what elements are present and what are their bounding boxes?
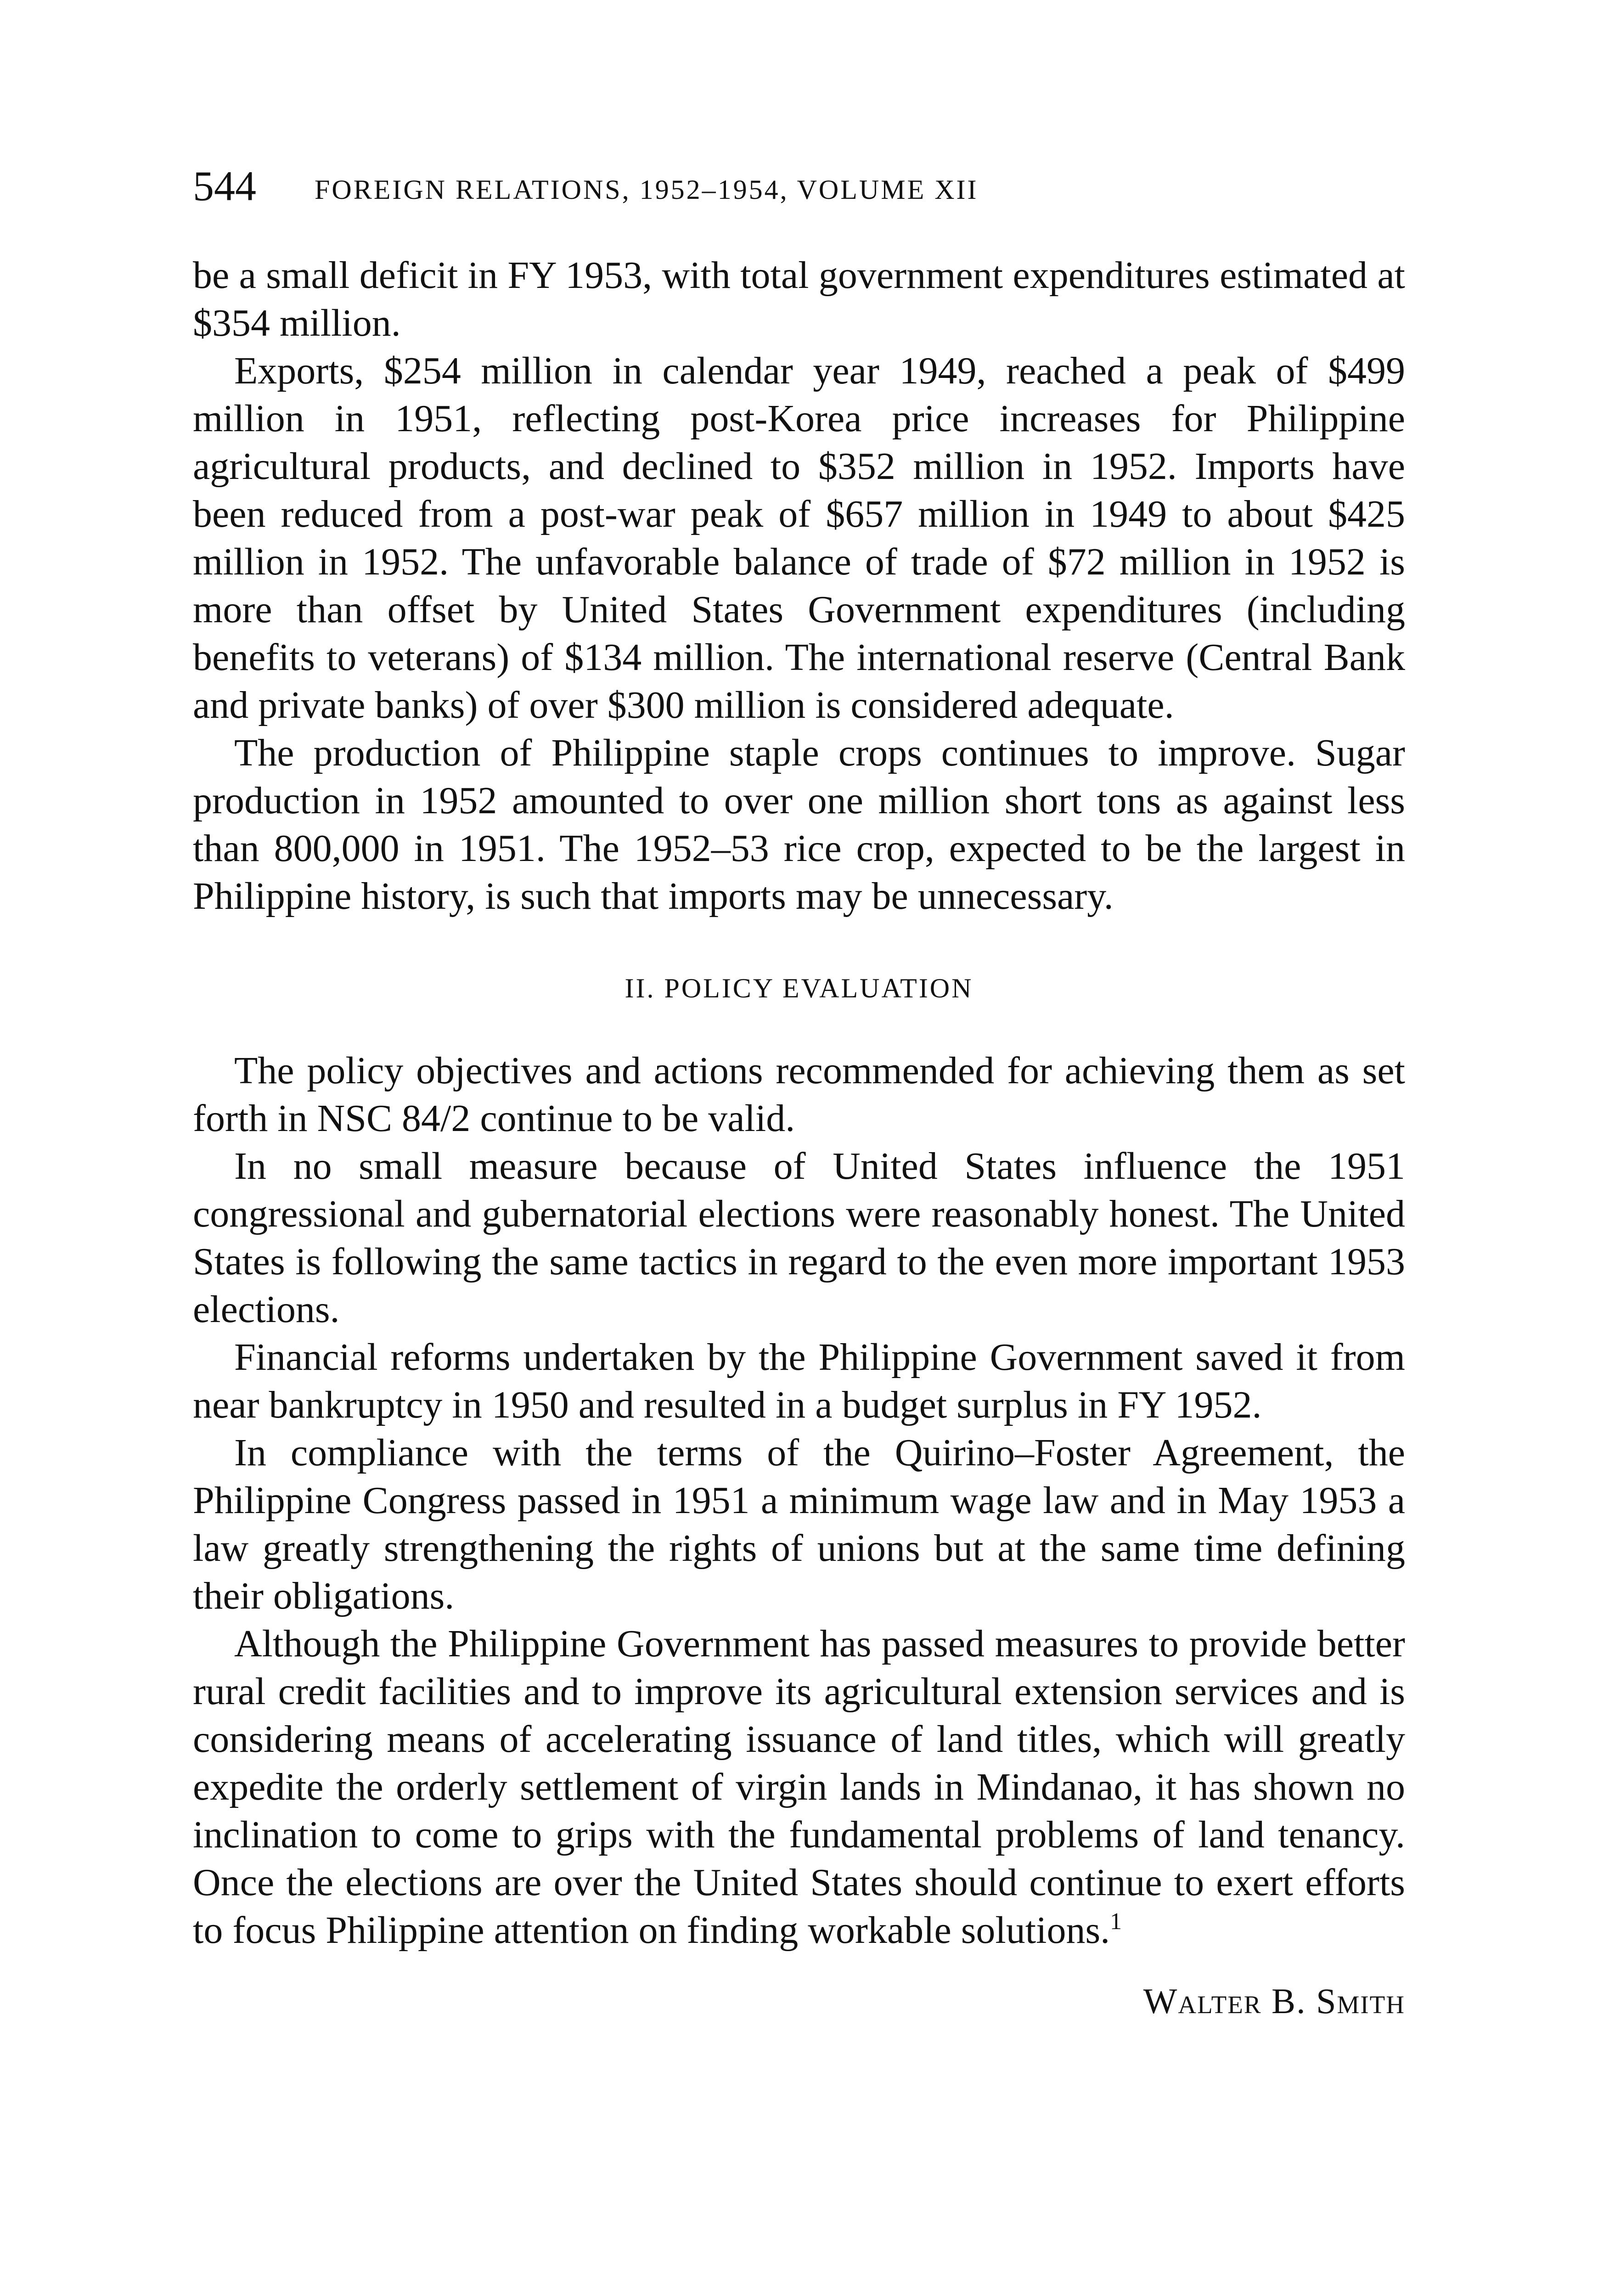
paragraph-financial-reforms: Financial reforms undertaken by the Philippine Government saved it from near bankruptcy in 1950 and resulted in a budget surplus in FY 1952. bbox=[193, 1336, 1405, 1426]
running-title: FOREIGN RELATIONS, 1952–1954, VOLUME XII bbox=[315, 174, 979, 205]
page-number: 544 bbox=[193, 163, 256, 209]
paragraph-exports: Exports, $254 million in calendar year 1949, reached a peak of $499 million in 1951, reflecting post-Korea price increases for Philippine agricultural products, and declined to $352 million in 1952. Imports have been reduced from a post-war peak of $657 million in 1949 to about $425 million in 1952. The unfavorable balance of trade of $72 million in 1952 is more than offset by United States Government expenditures (including benefits to veterans) of $134 million. The international reserve (Central Bank and private banks) of over $300 million is considered adequate. bbox=[193, 349, 1405, 726]
page-header bbox=[193, 163, 1405, 218]
paragraph-elections: In no small measure because of United States influence the 1951 congressional and gubernatorial elections were reasonably honest. The United States is following the same tactics in regard to the even more important 1953 elections. bbox=[193, 1145, 1405, 1331]
main-text bbox=[193, 252, 1405, 2025]
signature: Walter B. Smith bbox=[1143, 1981, 1405, 2021]
footnote-reference: 1 bbox=[1110, 1908, 1122, 1935]
paragraph-crops: The production of Philippine staple crops continues to improve. Sugar production in 1952 amounted to over one million short tons as against less than 800,000 in 1951. The 1952–53 rice crop, expected to be the largest in Philippine history, is such that imports may be unnecessary. bbox=[193, 732, 1405, 917]
section-heading: II. POLICY EVALUATION bbox=[625, 973, 973, 1003]
land-tenancy-text: Although the Philippine Government has passed measures to provide better rural credit facilities and to improve its agricultural extension services and is considering means of accelerating issuance of land titles, which will greatly expedite the orderly settlement of virgin lands in Mindanao, it has shown no inclination to come to grips with the fundamental problems of land tenancy. Once the elections are over the United States should continue to exert efforts to focus Philippine attention on finding workable solutions. bbox=[193, 1622, 1405, 1952]
paragraph-quirino-foster: In compliance with the terms of the Quirino–Foster Agreement, the Philippine Congress passed in 1951 a minimum wage law and in May 1953 a law greatly strengthening the rights of unions but at the same time defining their obligations. bbox=[193, 1431, 1405, 1617]
paragraph-land-tenancy bbox=[193, 1620, 1405, 1954]
paragraph-policy-objectives: The policy objectives and actions recommended for achieving them as set forth in NSC 84/2 continue to be valid. bbox=[193, 1049, 1405, 1140]
paragraph-continued: be a small deficit in FY 1953, with total government expenditures estimated at $354 million. bbox=[193, 254, 1405, 344]
